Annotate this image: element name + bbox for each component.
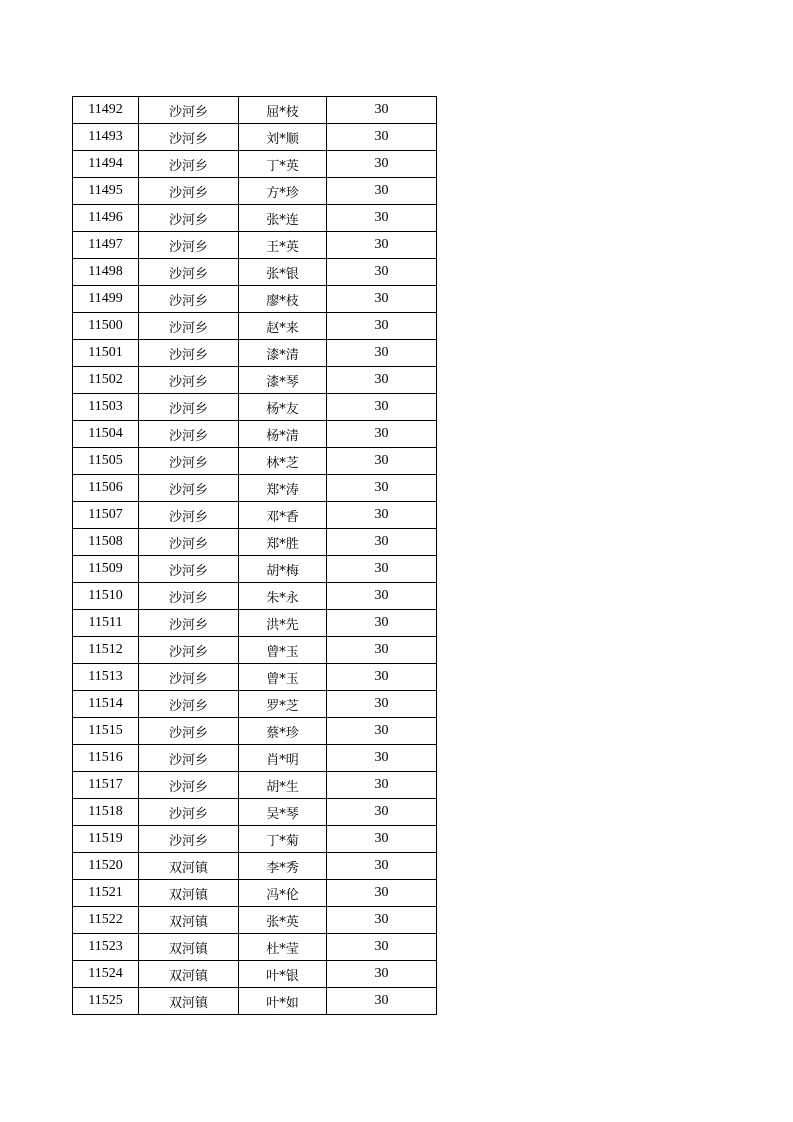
row-amount-cell: 30	[327, 637, 437, 664]
row-town-cell: 双河镇	[139, 853, 239, 880]
row-name-cell: 吴*琴	[239, 799, 327, 826]
row-amount-cell: 30	[327, 880, 437, 907]
row-amount-cell: 30	[327, 178, 437, 205]
row-name-cell: 杜*莹	[239, 934, 327, 961]
records-table	[72, 96, 437, 1015]
table-row	[73, 880, 437, 907]
row-id-cell: 11498	[73, 259, 139, 286]
row-name-cell: 胡*生	[239, 772, 327, 799]
row-amount-cell: 30	[327, 448, 437, 475]
row-id-cell: 11524	[73, 961, 139, 988]
row-town-cell: 沙河乡	[139, 259, 239, 286]
row-name-cell: 方*珍	[239, 178, 327, 205]
row-town-cell: 沙河乡	[139, 556, 239, 583]
table-row	[73, 313, 437, 340]
table-row	[73, 394, 437, 421]
row-town-cell: 沙河乡	[139, 664, 239, 691]
row-name-cell: 屈*枝	[239, 97, 327, 124]
table-row	[73, 934, 437, 961]
row-name-cell: 李*秀	[239, 853, 327, 880]
row-town-cell: 沙河乡	[139, 124, 239, 151]
table-row	[73, 502, 437, 529]
table-row	[73, 205, 437, 232]
row-id-cell: 11508	[73, 529, 139, 556]
row-id-cell: 11518	[73, 799, 139, 826]
table-row	[73, 367, 437, 394]
row-name-cell: 张*英	[239, 907, 327, 934]
row-town-cell: 沙河乡	[139, 772, 239, 799]
table-row	[73, 691, 437, 718]
row-name-cell: 曾*玉	[239, 637, 327, 664]
row-town-cell: 沙河乡	[139, 394, 239, 421]
row-town-cell: 沙河乡	[139, 745, 239, 772]
row-id-cell: 11497	[73, 232, 139, 259]
table-row	[73, 97, 437, 124]
row-name-cell: 廖*枝	[239, 286, 327, 313]
row-amount-cell: 30	[327, 232, 437, 259]
row-town-cell: 沙河乡	[139, 205, 239, 232]
row-town-cell: 沙河乡	[139, 367, 239, 394]
row-amount-cell: 30	[327, 934, 437, 961]
row-name-cell: 洪*先	[239, 610, 327, 637]
table-row	[73, 664, 437, 691]
table-row	[73, 232, 437, 259]
row-name-cell: 漆*琴	[239, 367, 327, 394]
row-id-cell: 11514	[73, 691, 139, 718]
row-town-cell: 沙河乡	[139, 529, 239, 556]
row-id-cell: 11507	[73, 502, 139, 529]
row-id-cell: 11493	[73, 124, 139, 151]
row-amount-cell: 30	[327, 502, 437, 529]
row-name-cell: 刘*顺	[239, 124, 327, 151]
row-town-cell: 沙河乡	[139, 583, 239, 610]
row-amount-cell: 30	[327, 988, 437, 1015]
table-row	[73, 718, 437, 745]
row-amount-cell: 30	[327, 907, 437, 934]
row-amount-cell: 30	[327, 610, 437, 637]
row-id-cell: 11494	[73, 151, 139, 178]
row-id-cell: 11505	[73, 448, 139, 475]
row-town-cell: 沙河乡	[139, 826, 239, 853]
row-amount-cell: 30	[327, 664, 437, 691]
row-amount-cell: 30	[327, 394, 437, 421]
table-row	[73, 475, 437, 502]
row-name-cell: 胡*梅	[239, 556, 327, 583]
row-id-cell: 11515	[73, 718, 139, 745]
row-amount-cell: 30	[327, 529, 437, 556]
row-amount-cell: 30	[327, 853, 437, 880]
row-id-cell: 11525	[73, 988, 139, 1015]
row-id-cell: 11520	[73, 853, 139, 880]
row-id-cell: 11510	[73, 583, 139, 610]
table-row	[73, 448, 437, 475]
row-name-cell: 朱*永	[239, 583, 327, 610]
row-id-cell: 11516	[73, 745, 139, 772]
row-town-cell: 沙河乡	[139, 502, 239, 529]
row-amount-cell: 30	[327, 259, 437, 286]
row-town-cell: 双河镇	[139, 934, 239, 961]
table-row	[73, 124, 437, 151]
row-id-cell: 11513	[73, 664, 139, 691]
table-row	[73, 286, 437, 313]
row-amount-cell: 30	[327, 799, 437, 826]
row-id-cell: 11502	[73, 367, 139, 394]
row-id-cell: 11495	[73, 178, 139, 205]
table-row	[73, 151, 437, 178]
row-amount-cell: 30	[327, 205, 437, 232]
table-row	[73, 583, 437, 610]
row-town-cell: 沙河乡	[139, 448, 239, 475]
row-town-cell: 沙河乡	[139, 151, 239, 178]
row-name-cell: 郑*涛	[239, 475, 327, 502]
row-id-cell: 11521	[73, 880, 139, 907]
row-town-cell: 双河镇	[139, 961, 239, 988]
row-amount-cell: 30	[327, 124, 437, 151]
row-town-cell: 沙河乡	[139, 421, 239, 448]
row-name-cell: 叶*如	[239, 988, 327, 1015]
row-town-cell: 沙河乡	[139, 475, 239, 502]
row-id-cell: 11506	[73, 475, 139, 502]
row-town-cell: 沙河乡	[139, 232, 239, 259]
table-row	[73, 178, 437, 205]
table-row	[73, 340, 437, 367]
row-id-cell: 11501	[73, 340, 139, 367]
row-town-cell: 双河镇	[139, 907, 239, 934]
row-amount-cell: 30	[327, 583, 437, 610]
table-row	[73, 961, 437, 988]
row-town-cell: 沙河乡	[139, 286, 239, 313]
row-town-cell: 沙河乡	[139, 313, 239, 340]
row-amount-cell: 30	[327, 340, 437, 367]
row-id-cell: 11496	[73, 205, 139, 232]
row-amount-cell: 30	[327, 286, 437, 313]
row-amount-cell: 30	[327, 772, 437, 799]
row-name-cell: 赵*来	[239, 313, 327, 340]
row-amount-cell: 30	[327, 367, 437, 394]
table-row	[73, 637, 437, 664]
row-amount-cell: 30	[327, 97, 437, 124]
records-table-body	[73, 97, 437, 1015]
row-id-cell: 11517	[73, 772, 139, 799]
row-amount-cell: 30	[327, 475, 437, 502]
row-id-cell: 11519	[73, 826, 139, 853]
row-town-cell: 沙河乡	[139, 799, 239, 826]
table-row	[73, 772, 437, 799]
row-town-cell: 沙河乡	[139, 340, 239, 367]
row-amount-cell: 30	[327, 151, 437, 178]
row-town-cell: 沙河乡	[139, 97, 239, 124]
row-town-cell: 沙河乡	[139, 637, 239, 664]
row-amount-cell: 30	[327, 421, 437, 448]
table-row	[73, 907, 437, 934]
row-id-cell: 11499	[73, 286, 139, 313]
row-name-cell: 张*连	[239, 205, 327, 232]
row-amount-cell: 30	[327, 556, 437, 583]
row-id-cell: 11522	[73, 907, 139, 934]
row-name-cell: 王*英	[239, 232, 327, 259]
row-amount-cell: 30	[327, 961, 437, 988]
row-name-cell: 蔡*珍	[239, 718, 327, 745]
row-name-cell: 肖*明	[239, 745, 327, 772]
row-name-cell: 罗*芝	[239, 691, 327, 718]
row-town-cell: 双河镇	[139, 988, 239, 1015]
table-row	[73, 988, 437, 1015]
row-name-cell: 冯*伦	[239, 880, 327, 907]
row-name-cell: 丁*英	[239, 151, 327, 178]
row-id-cell: 11504	[73, 421, 139, 448]
row-name-cell: 杨*友	[239, 394, 327, 421]
row-name-cell: 张*银	[239, 259, 327, 286]
row-name-cell: 叶*银	[239, 961, 327, 988]
row-name-cell: 邓*香	[239, 502, 327, 529]
row-name-cell: 林*芝	[239, 448, 327, 475]
table-row	[73, 853, 437, 880]
row-id-cell: 11509	[73, 556, 139, 583]
row-town-cell: 沙河乡	[139, 718, 239, 745]
table-row	[73, 610, 437, 637]
row-name-cell: 郑*胜	[239, 529, 327, 556]
row-name-cell: 曾*玉	[239, 664, 327, 691]
row-amount-cell: 30	[327, 826, 437, 853]
row-id-cell: 11511	[73, 610, 139, 637]
table-row	[73, 259, 437, 286]
row-amount-cell: 30	[327, 691, 437, 718]
row-id-cell: 11503	[73, 394, 139, 421]
row-name-cell: 杨*清	[239, 421, 327, 448]
row-town-cell: 沙河乡	[139, 610, 239, 637]
table-row	[73, 529, 437, 556]
table-row	[73, 826, 437, 853]
row-amount-cell: 30	[327, 313, 437, 340]
table-row	[73, 745, 437, 772]
row-town-cell: 沙河乡	[139, 178, 239, 205]
row-id-cell: 11500	[73, 313, 139, 340]
row-town-cell: 双河镇	[139, 880, 239, 907]
table-row	[73, 421, 437, 448]
row-id-cell: 11512	[73, 637, 139, 664]
row-name-cell: 漆*清	[239, 340, 327, 367]
row-id-cell: 11492	[73, 97, 139, 124]
row-amount-cell: 30	[327, 745, 437, 772]
row-name-cell: 丁*菊	[239, 826, 327, 853]
row-amount-cell: 30	[327, 718, 437, 745]
table-row	[73, 556, 437, 583]
row-town-cell: 沙河乡	[139, 691, 239, 718]
row-id-cell: 11523	[73, 934, 139, 961]
table-row	[73, 799, 437, 826]
